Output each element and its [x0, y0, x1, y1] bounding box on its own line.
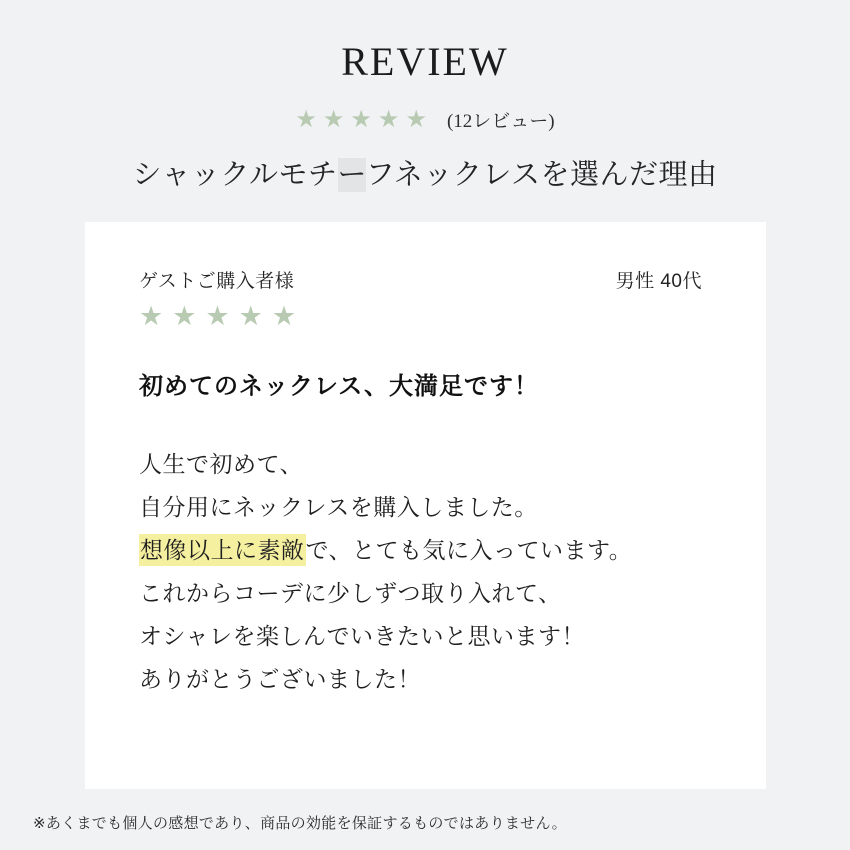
overall-rating — [0, 108, 850, 132]
review-body-line — [139, 572, 702, 615]
subtitle-text-prefix: シャックルモチ — [132, 159, 338, 191]
review-count-label: (12レビュー) — [446, 110, 555, 132]
review-body-line — [139, 658, 702, 701]
page-subtitle — [0, 158, 850, 193]
body-text: ありがとうございました！ — [139, 666, 421, 692]
review-body-line — [139, 486, 702, 529]
review-body-line — [139, 615, 702, 658]
review-heading: 初めてのネックレス、大満足です！ — [139, 373, 539, 400]
review-card-header — [139, 266, 702, 293]
page-header — [0, 0, 850, 193]
body-text: 人生で初めて、 — [139, 451, 304, 477]
review-body — [139, 443, 702, 701]
star-rating-icons: ★★★★★ — [139, 301, 306, 331]
body-text: で、とても気に入っています。 — [305, 537, 633, 563]
body-text: オシャレを楽しんでいきたいと思います！ — [139, 623, 586, 649]
body-text: 自分用にネックレスを購入しました。 — [139, 494, 538, 520]
reviewer-name: ゲストご購入者様 — [139, 271, 295, 292]
review-body-line — [139, 443, 702, 486]
reviewer-demographic: 男性 40代 — [615, 271, 702, 292]
review-card — [85, 222, 766, 789]
disclaimer-text: ※あくまでも個人の感想であり、商品の効能を保証するものではありません。 — [33, 815, 567, 832]
star-rating-icons: ★★★★★ — [295, 106, 433, 133]
subtitle-text-suffix: フネックレスを選んだ理由 — [365, 159, 718, 191]
page-title: REVIEW — [341, 39, 509, 84]
subtitle-dash: ー — [337, 159, 366, 191]
body-text: これからコーデに少しずつ取り入れて、 — [139, 580, 562, 606]
review-body-line — [139, 529, 702, 572]
highlighted-text: 想像以上に素敵 — [139, 534, 306, 566]
